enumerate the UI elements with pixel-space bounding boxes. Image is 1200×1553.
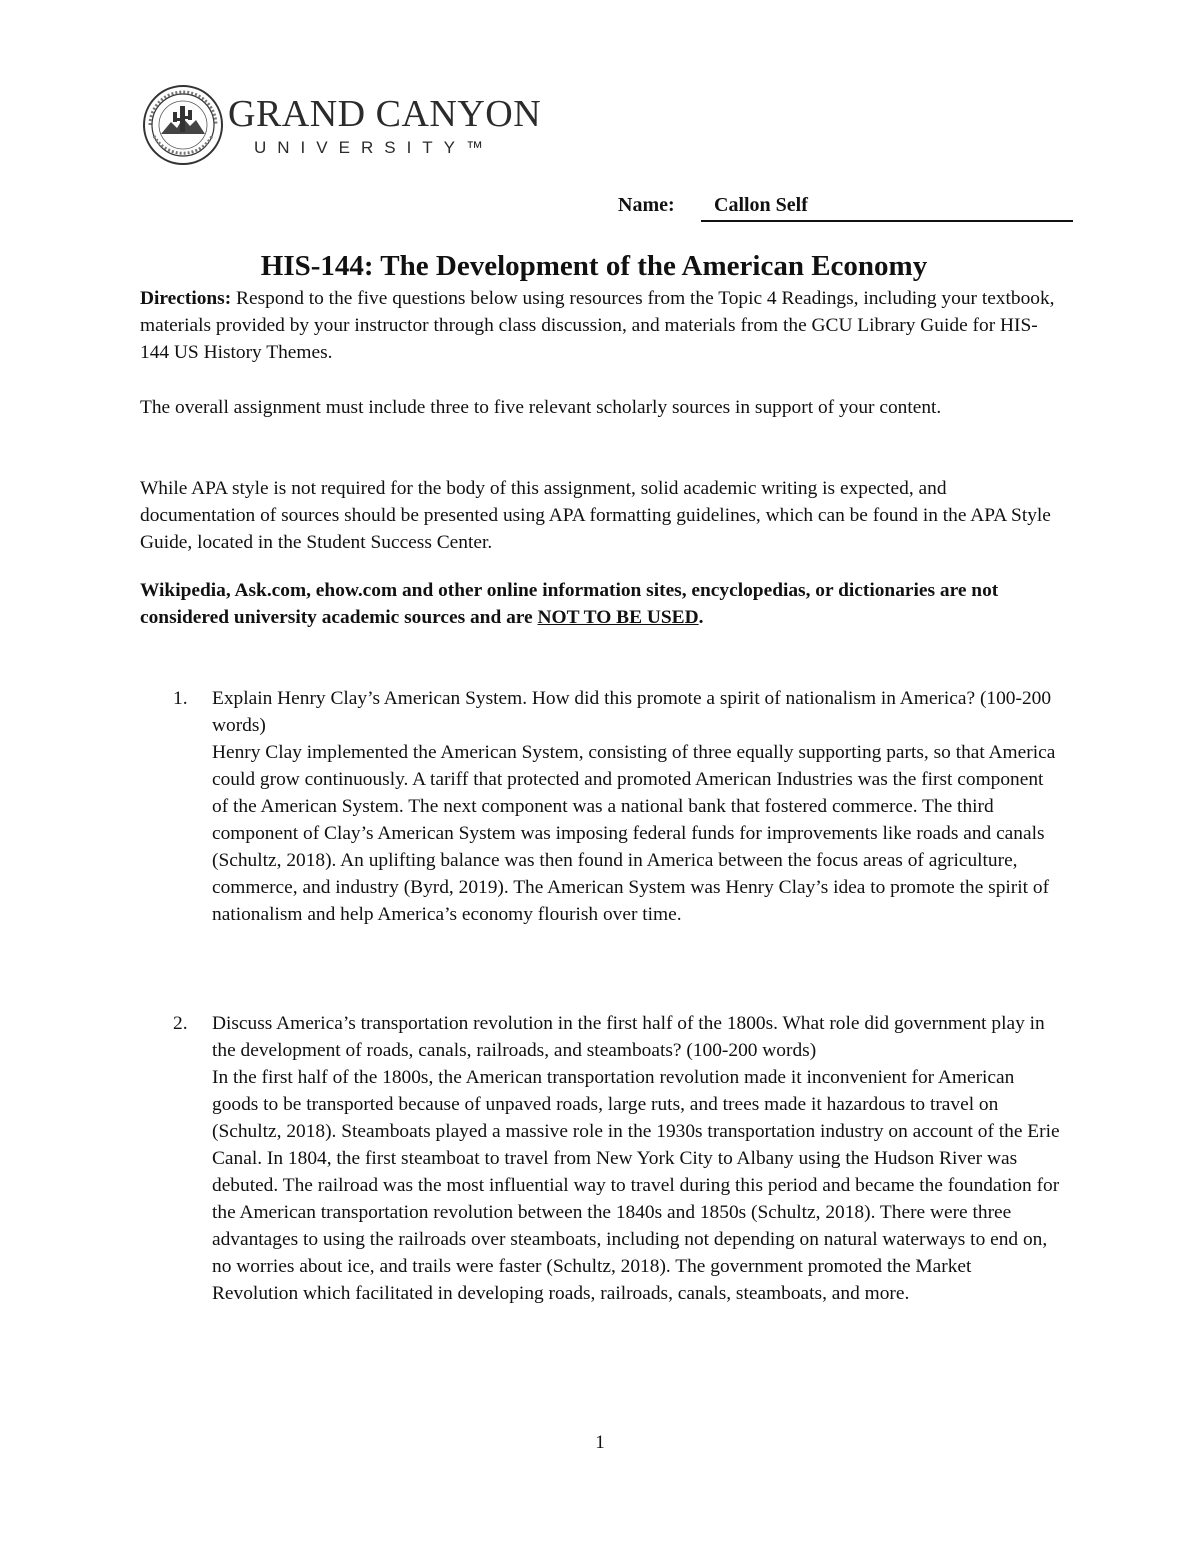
question-number: 2. (173, 1013, 188, 1034)
name-field[interactable]: Callon Self (701, 194, 1073, 222)
question-list (140, 685, 1060, 928)
warning-text: Wikipedia, Ask.com, ehow.com and other online information sites, encyclopedias, or dictionaries are not considered university academic sources and are (140, 580, 999, 628)
university-logo (142, 84, 542, 174)
assignment-title: HIS-144: The Development of the American Economy (260, 250, 928, 282)
question-answer: In the first half of the 1800s, the American transportation revolution made it inconvenient for American goods to be transported because of unpaved roads, large ruts, and trees made it hazardous to travel on (Schultz, 2018). Steamboats played a massive role in the 1930s transportation industry on account of the Erie Canal. In 1804, the first steamboat to travel from New York City to Albany using the Hudson River was debuted. The railroad was the most influential way to travel during this period and became the foundation for the American transportation revolution between the 1840s and 1850s (Schultz, 2018). There were three advantages to using the railroads over steamboats, including not depending on natural waterways to end on, no worries about ice, and trails were faster (Schultz, 2018). The government promoted the Market Revolution which facilitated in developing roads, railroads, canals, steamboats, and more. (212, 1067, 1060, 1304)
directions-paragraph (140, 285, 1060, 366)
warning-end: . (698, 607, 704, 628)
page-number: 1 (595, 1432, 605, 1453)
logo-wordmark-line2: UNIVERSITY™ (254, 138, 495, 157)
list-item (140, 685, 1060, 928)
directions-text: Respond to the five questions below using resources from the Topic 4 Readings, including your textbook, materials provided by your instructor through class discussion, and materials from the GCU Library Guide for HIS-144 US History Themes. (140, 288, 1055, 363)
university-seal-icon (142, 84, 224, 166)
question-prompt: Explain Henry Clay’s American System. How did this promote a spirit of nationalism in America? (100-200 words) (212, 688, 1052, 736)
question-number: 1. (173, 688, 188, 709)
apa-note-paragraph: While APA style is not required for the body of this assignment, solid academic writing is expected, and documentation of sources should be presented using APA formatting guidelines, which can be found in the APA Style Guide, located in the Student Success Center. (140, 478, 1051, 553)
question-list (140, 1010, 1060, 1307)
question-answer: Henry Clay implemented the American System, consisting of three equally supporting parts, so that America could grow continuously. A tariff that protected and promoted American Industries was the first component of the American System. The next component was a national bank that fostered commerce. The third component of Clay’s American System was imposing federal funds for improvements like roads and canals (Schultz, 2018). An uplifting balance was then found in America between the focus areas of agriculture, commerce, and industry (Byrd, 2019). The American System was Henry Clay’s idea to promote the spirit of nationalism and help America’s economy flourish over time. (212, 742, 1056, 925)
student-name-row (618, 194, 1073, 224)
directions-label: Directions: (140, 288, 232, 309)
logo-wordmark-line1: GRAND CANYON (228, 93, 542, 135)
sources-requirement-paragraph: The overall assignment must include three to five relevant scholarly sources in support of your content. (140, 397, 942, 418)
warning-emphasis: NOT TO BE USED (537, 607, 699, 628)
list-item (140, 1010, 1060, 1307)
name-label: Name: (618, 194, 675, 216)
sources-warning-paragraph (140, 577, 1060, 631)
question-prompt: Discuss America’s transportation revolution in the first half of the 1800s. What role did government play in the development of roads, canals, railroads, and steamboats? (100-200 words) (212, 1013, 1045, 1061)
